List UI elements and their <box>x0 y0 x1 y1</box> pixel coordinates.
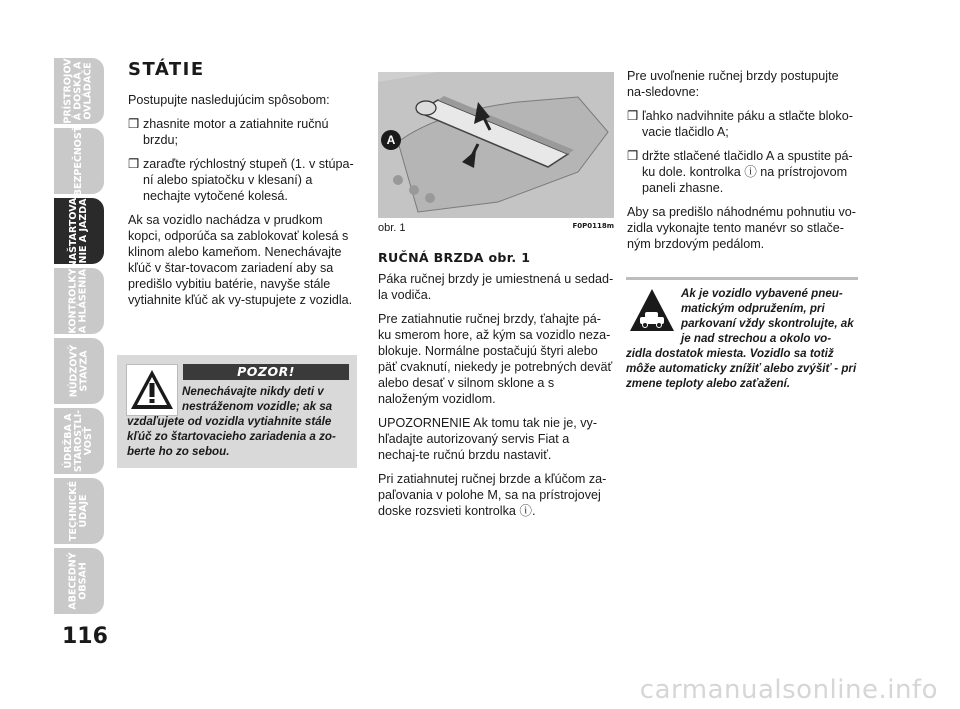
figure-marker-a: A <box>381 130 401 150</box>
body-text: Pri zatiahnutej ručnej brzde a kľúčom za-paľovania v polohe M, sa na prístrojovej doske rozsvieti kontrolka ⓘ. <box>378 472 607 518</box>
tab-index[interactable]: ABECEDNÝ OBSAH <box>54 548 104 614</box>
tab-starting-driving[interactable]: NAŠTARTOVA- NIE A JAZDA <box>54 198 104 264</box>
tab-emergency[interactable]: NÚDZOVÝ STAVZA <box>54 338 104 404</box>
tab-maintenance[interactable]: ÚDRŽBA A STAROSTLI- VOSŤ <box>54 408 104 474</box>
checkbox-bullet-icon: ❒ <box>128 157 140 171</box>
tab-technical-data[interactable]: TECHNICKÉ ÚDAJE <box>54 478 104 544</box>
body-text: Páka ručnej brzdy je umiestnená u sedad-la vodiča. <box>378 272 614 302</box>
car-warning-icon <box>628 287 676 333</box>
section-subheading: RUČNÁ BRZDA obr. 1 <box>378 250 531 265</box>
list-item: ❒ zaraďte rýchlostný stupeň (1. v stúpa-ní alebo spiatočku v klesaní) a nechajte vytočené kolesá. <box>128 157 354 203</box>
divider <box>626 277 858 280</box>
intro-text: Pre uvoľnenie ručnej brzdy postupujte na-sledovne: <box>627 69 839 99</box>
body-text: Aby sa predišlo náhodnému pohnutiu vo-zidla vykonajte tento manévr so stlače-ným brzdovým pedálom. <box>627 205 856 251</box>
intro-text: Postupujte nasledujúcim spôsobom: <box>128 93 330 107</box>
section-heading: STÁTIE <box>128 59 205 80</box>
checkbox-bullet-icon: ❒ <box>627 149 639 163</box>
tab-instrument-panel[interactable]: PRÍSTROJOV Á DOSKA A OVLÁDAČE <box>54 58 104 124</box>
figure-caption: obr. 1 F0P0118m <box>378 222 614 234</box>
column-release <box>627 68 857 260</box>
body-text: Pre zatiahnutie ručnej brzdy, ťahajte pá-ku smerom hore, až kým sa vozidlo neza-blokuje. Normálne postačujú štyri alebo päť cvaknutí, niekedy je potrebných deväť alebo desať v silnom sklone a s naloženým vozidlom. <box>378 312 613 406</box>
body-text: Ak sa vozidlo nachádza v prudkom kopci, odporúča sa zablokovať kolesá s klinom alebo kameňom. Nenechávajte kľúč v štar-tovacom zariadení aby sa predišlo vybitiu batérie, navyše stále vytiahnite kľúč ak vy-stupujete z vozidla. <box>128 213 353 307</box>
column-parking <box>128 59 358 316</box>
warning-title: POZOR! <box>183 364 349 380</box>
note-box <box>626 277 858 391</box>
warning-text: Nenechávajte nikdy deti v nestráženom vozidle; ak sa vzdaľujete od vozidla vytiahnite stále kľúč zo štartovacieho zariadenia a zo-berte ho zo sebou. <box>127 385 336 458</box>
checkbox-bullet-icon: ❒ <box>128 117 140 131</box>
tab-safety[interactable]: BEZPEČNOSŤ <box>54 128 104 194</box>
warning-box <box>117 355 357 468</box>
list-item: ❒ držte stlačené tlačidlo A a spustite pá-ku dole. kontrolka ⓘ na prístrojovom paneli zhasne. <box>627 149 853 195</box>
figure-code: F0P0118m <box>572 222 614 230</box>
watermark: carmanualsonline.info <box>639 675 938 705</box>
note-text: Ak je vozidlo vybavené pneu-matickým odpružením, pri parkovaní vždy skontrolujte, ak je nad strechou a okolo vo- zidla dostatok miesta. Vozidlo sa totiž môže automaticky znížiť alebo zvýšiť - pri zmene teploty alebo zaťažení. <box>626 287 857 390</box>
body-text: UPOZORNENIE Ak tomu tak nie je, vy-hľadajte autorizovaný servis Fiat a nechaj-te ručnú brzdu nastaviť. <box>378 416 598 462</box>
checkbox-bullet-icon: ❒ <box>627 109 639 123</box>
page-number: 116 <box>62 624 108 649</box>
tab-warning-lights[interactable]: KONTROLKY A HLÁSENIA <box>54 268 104 334</box>
list-item: ❒ zhasnite motor a zatiahnite ručnú brzdu; <box>128 117 329 147</box>
column-handbrake <box>378 250 614 527</box>
handbrake-figure <box>378 72 614 218</box>
list-item: ❒ ľahko nadvihnite páku a stlačte bloko-vacie tlačidlo A; <box>627 109 853 139</box>
